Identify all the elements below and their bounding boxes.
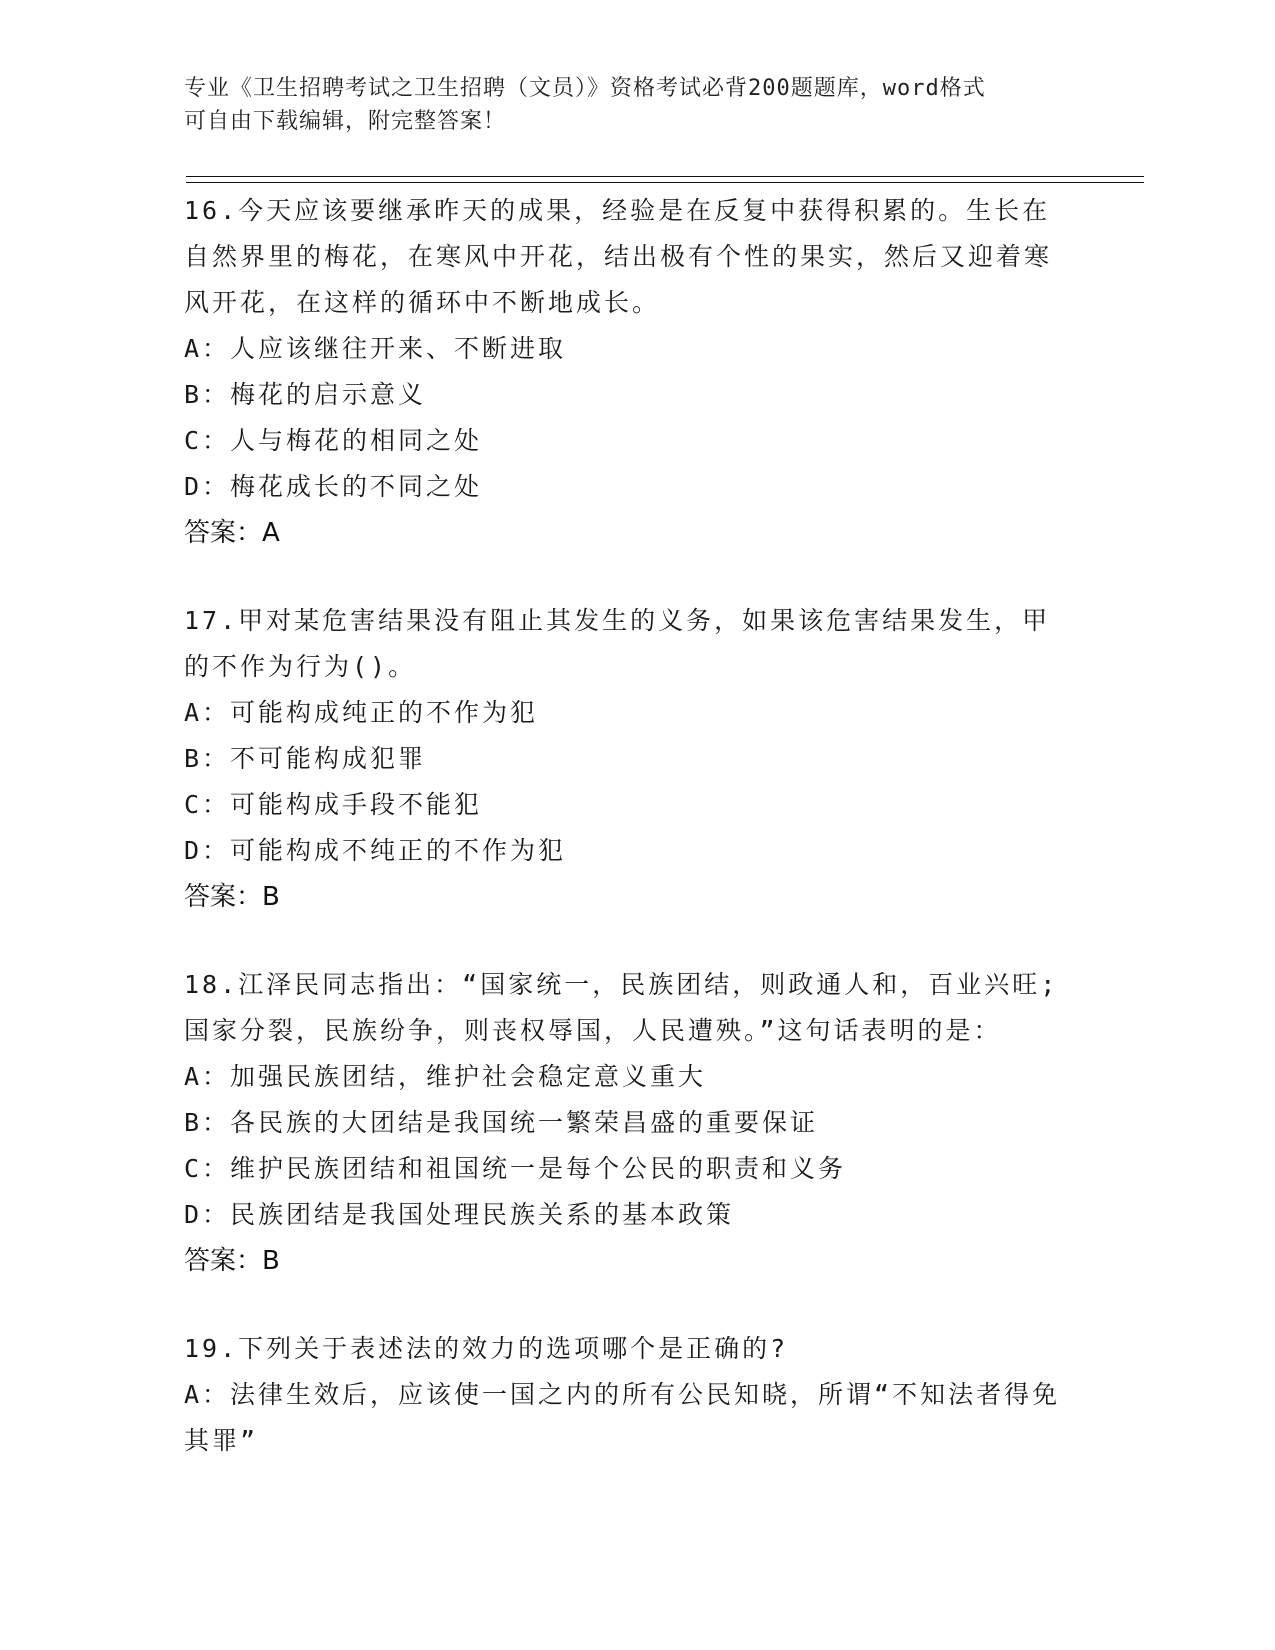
question-text: 17.甲对某危害结果没有阻止其发生的义务，如果该危害结果发生，甲的不作为行为()。	[184, 606, 1051, 681]
option-a: A：人应该继往开来、不断进取	[184, 334, 567, 363]
question-17	[184, 598, 1064, 920]
option-b: B：不可能构成犯罪	[184, 744, 427, 773]
answer: 答案：A	[184, 518, 280, 548]
question-list	[184, 188, 1064, 1506]
option-c: C：可能构成手段不能犯	[184, 790, 483, 819]
header-divider	[186, 176, 1144, 183]
option-a: A：加强民族团结，维护社会稳定意义重大	[184, 1062, 707, 1091]
header-title-line-2: 可自由下载编辑，附完整答案！	[184, 109, 507, 134]
question-16	[184, 188, 1064, 556]
option-b: B：梅花的启示意义	[184, 380, 427, 409]
option-c: C：维护民族团结和祖国统一是每个公民的职责和义务	[184, 1154, 847, 1183]
option-b: B：各民族的大团结是我国统一繁荣昌盛的重要保证	[184, 1108, 819, 1137]
question-text: 18.江泽民同志指出：“国家统一，民族团结，则政通人和，百业兴旺;国家分裂，民族纷争，则丧权辱国，人民遭殃。”这句话表明的是：	[184, 970, 1059, 1045]
option-a: A：法律生效后，应该使一国之内的所有公民知晓，所谓“不知法者得免其罪”	[184, 1380, 1061, 1455]
question-19	[184, 1326, 1064, 1464]
answer: 答案：B	[184, 882, 280, 912]
document-header	[184, 72, 1064, 138]
question-text: 16.今天应该要继承昨天的成果，经验是在反复中获得积累的。生长在自然界里的梅花，在寒风中开花，结出极有个性的果实，然后又迎着寒风开花，在这样的循环中不断地成长。	[184, 196, 1053, 317]
option-d: D：梅花成长的不同之处	[184, 472, 483, 501]
header-title-line-1: 专业《卫生招聘考试之卫生招聘（文员）》资格考试必背200题题库，word格式	[184, 76, 986, 101]
question-18	[184, 962, 1064, 1284]
option-d: D：可能构成不纯正的不作为犯	[184, 836, 567, 865]
answer: 答案：B	[184, 1246, 280, 1276]
option-c: C：人与梅花的相同之处	[184, 426, 483, 455]
option-d: D：民族团结是我国处理民族关系的基本政策	[184, 1200, 735, 1229]
question-text: 19.下列关于表述法的效力的选项哪个是正确的?	[184, 1334, 789, 1363]
option-a: A：可能构成纯正的不作为犯	[184, 698, 539, 727]
